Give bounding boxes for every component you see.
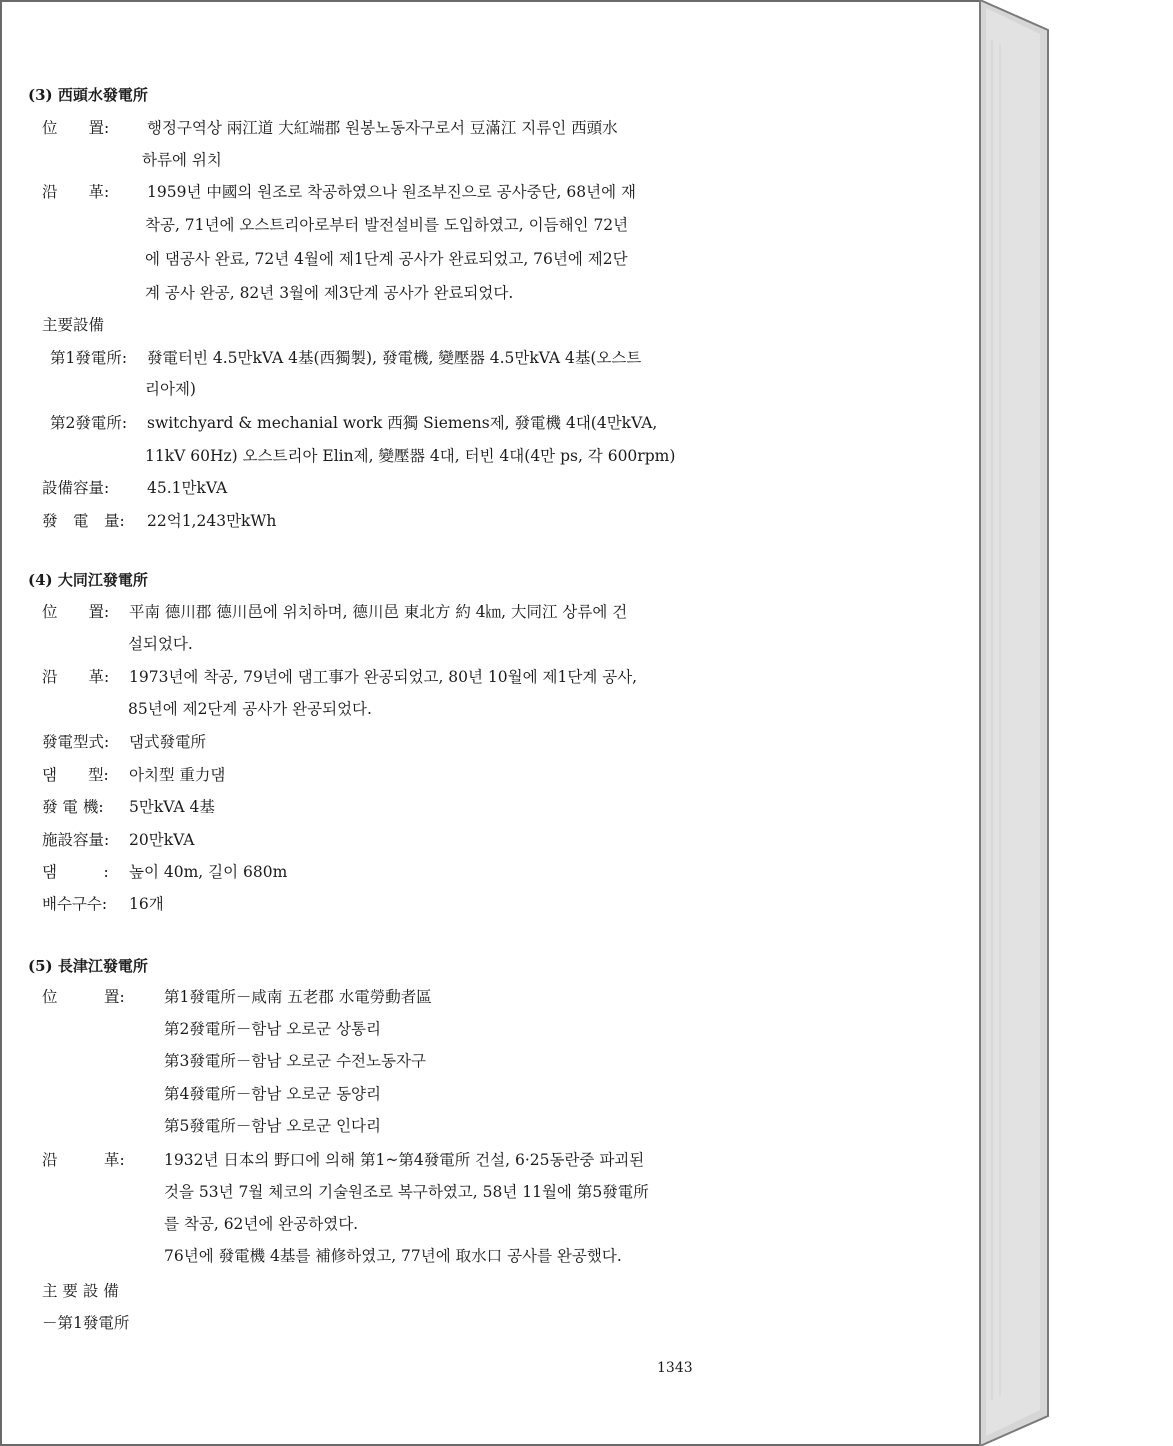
s3-plant2-text-1: switchyard & mechanial work 西獨 Siemens제, 發電機 4대(4만kVA, bbox=[147, 414, 658, 432]
s4-capacity-value: 20만kVA bbox=[129, 831, 195, 849]
section-4-title: (4) 大同江發電所 bbox=[28, 571, 148, 589]
s4-dam-label: 댐 : bbox=[42, 863, 109, 881]
s3-history-text-4: 계 공사 완공, 82년 3월에 제3단계 공사가 완료되었다. bbox=[145, 284, 514, 302]
s4-dam-type-value: 아치型 重力댐 bbox=[129, 766, 226, 784]
s4-history-label: 沿 革: bbox=[42, 668, 110, 686]
s3-location-label: 位 置: bbox=[42, 119, 110, 137]
s3-capacity-value: 45.1만kVA bbox=[147, 479, 228, 497]
s4-type-label: 發電型式: bbox=[42, 733, 110, 751]
s3-history-text-2: 착공, 71년에 오스트리아로부터 발전설비를 도입하였고, 이듬해인 72년 bbox=[145, 216, 629, 234]
s4-location-text-2: 설되었다. bbox=[128, 635, 193, 653]
s3-equipment-label: 主要設備 bbox=[42, 316, 105, 334]
s5-history-label: 沿 革: bbox=[42, 1151, 125, 1169]
s5-plant1-label: －第1發電所 bbox=[42, 1314, 130, 1332]
s4-gate-label: 배수구수: bbox=[42, 895, 108, 913]
s3-plant1-label: 第1發電所: bbox=[50, 349, 128, 367]
s5-location-text-4: 第4發電所－함남 오로군 동양리 bbox=[164, 1085, 382, 1103]
s3-plant1-text-1: 發電터빈 4.5만kVA 4基(西獨製), 發電機, 變壓器 4.5만kVA 4基(오스트 bbox=[147, 349, 642, 367]
s4-history-text-2: 85년에 제2단계 공사가 완공되었다. bbox=[128, 700, 372, 718]
s4-generator-value: 5만kVA 4基 bbox=[129, 798, 215, 816]
s4-gate-value: 16개 bbox=[129, 895, 164, 913]
s5-equipment-label: 主 要 設 備 bbox=[42, 1282, 119, 1300]
s5-location-text-2: 第2發電所－함남 오로군 상통리 bbox=[164, 1020, 382, 1038]
s4-generator-label: 發 電 機: bbox=[42, 798, 104, 816]
s4-history-text-1: 1973년에 착공, 79년에 댐工事가 완공되었고, 80년 10월에 제1단계 공사, bbox=[129, 668, 638, 686]
s3-generation-value: 22억1,243만kWh bbox=[147, 512, 277, 530]
page-number: 1343 bbox=[657, 1360, 693, 1376]
s4-type-value: 댐式發電所 bbox=[129, 733, 206, 751]
s4-capacity-label: 施設容量: bbox=[42, 831, 110, 849]
s5-location-text-1: 第1發電所－咸南 五老郡 水電勞動者區 bbox=[164, 988, 432, 1006]
s3-location-text-2: 하류에 위치 bbox=[142, 151, 222, 169]
s5-location-text-3: 第3發電所－함남 오로군 수전노동자구 bbox=[164, 1052, 426, 1070]
s5-location-text-5: 第5發電所－함남 오로군 인다리 bbox=[164, 1117, 382, 1135]
section-3-title: (3) 西頭水發電所 bbox=[28, 86, 148, 104]
s5-history-text-2: 것을 53년 7월 체코의 기술원조로 복구하였고, 58년 11월에 第5發電所 bbox=[164, 1183, 649, 1201]
s5-location-label: 位 置: bbox=[42, 988, 125, 1006]
s5-history-text-4: 76년에 發電機 4基를 補修하였고, 77년에 取水口 공사를 완공했다. bbox=[164, 1247, 622, 1265]
s3-history-text-1: 1959년 中國의 원조로 착공하였으나 원조부진으로 공사중단, 68년에 재 bbox=[147, 183, 636, 201]
s5-history-text-1: 1932년 日本의 野口에 의해 第1~第4發電所 건설, 6·25동란중 파괴된 bbox=[164, 1151, 645, 1169]
s4-dam-type-label: 댐 型: bbox=[42, 766, 109, 784]
s4-location-text-1: 平南 德川郡 德川邑에 위치하며, 德川邑 東北方 約 4㎞, 大同江 상류에 건 bbox=[129, 603, 628, 621]
s3-plant2-label: 第2發電所: bbox=[50, 414, 128, 432]
s4-location-label: 位 置: bbox=[42, 603, 110, 621]
s3-history-text-3: 에 댐공사 완료, 72년 4월에 제1단계 공사가 완료되었고, 76년에 제2단 bbox=[145, 250, 628, 268]
s3-generation-label: 發 電 量: bbox=[42, 512, 125, 530]
s3-location-text-1: 행정구역상 兩江道 大紅端郡 원봉노동자구로서 豆滿江 지류인 西頭水 bbox=[147, 119, 618, 137]
s5-history-text-3: 를 착공, 62년에 완공하였다. bbox=[164, 1215, 359, 1233]
s3-plant2-text-2: 11kV 60Hz) 오스트리아 Elin제, 變壓器 4대, 터빈 4대(4만 ps, 각 600rpm) bbox=[145, 447, 676, 465]
s3-history-label: 沿 革: bbox=[42, 183, 110, 201]
section-5-title: (5) 長津江發電所 bbox=[28, 957, 148, 975]
s4-dam-value: 높이 40m, 길이 680m bbox=[129, 863, 288, 881]
s3-plant1-text-2: 리아제) bbox=[145, 380, 196, 398]
book-page-edge bbox=[978, 0, 1173, 1446]
s3-capacity-label: 設備容量: bbox=[42, 479, 110, 497]
